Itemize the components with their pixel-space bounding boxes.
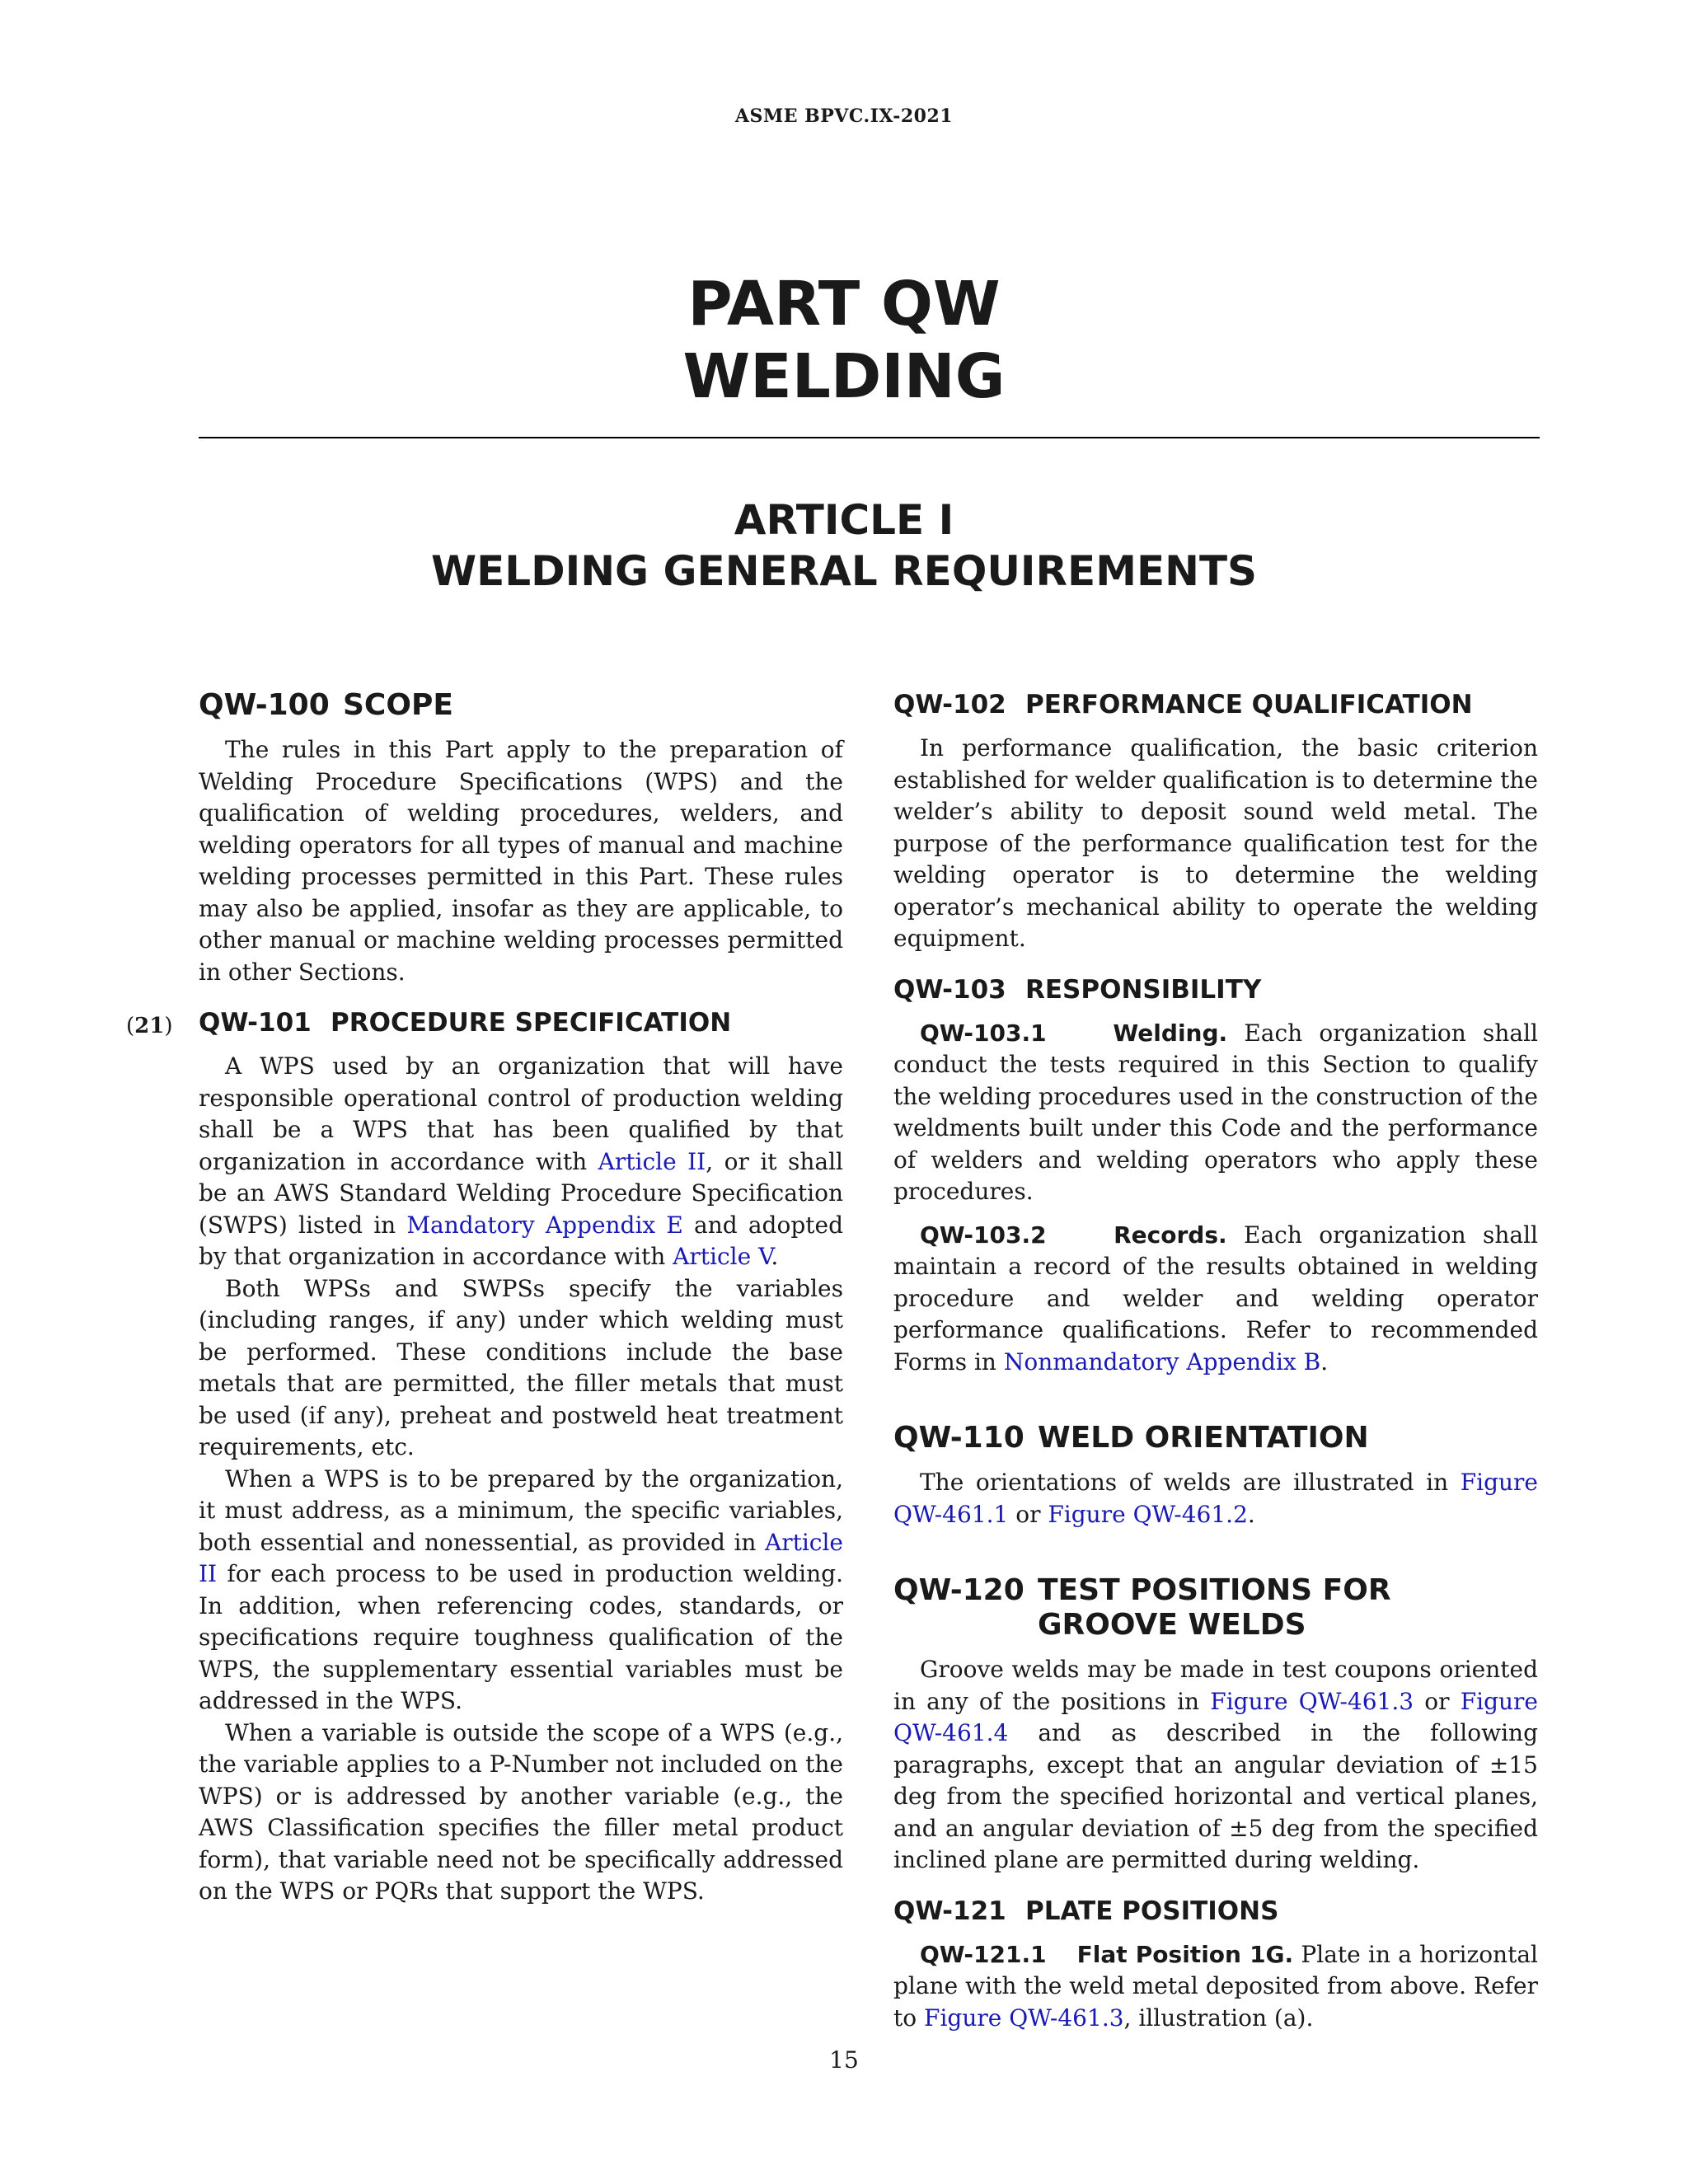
paragraph-performance: In performance qualification, the basic criterion established for welder qualification is to determine the welder’s ability to deposit sound weld metal. The purpose of the performance qualification test for the welding operator is to determine the welding operator’s mechanical ability to operate the welding equipment. <box>893 734 1538 952</box>
link-figure-qw-461-1[interactable]: Figure QW-461.1 <box>893 1469 1538 1528</box>
link-figure-qw-461-4[interactable]: Figure QW-461.4 <box>893 1687 1538 1746</box>
paragraph-qw103-1: QW-103.1 Welding. Each organization shall conduct the tests required in this Section to qualify the welding procedures used in the construction of the weldments built under this Code and the performance of welders and welding operators who apply these procedures. <box>893 1019 1538 1205</box>
section-title: WELD ORIENTATION <box>1038 1421 1369 1455</box>
part-title-line2: WELDING <box>682 341 1006 412</box>
subsection-title: Welding. <box>1113 1019 1228 1047</box>
section-title: RESPONSIBILITY <box>1025 974 1262 1005</box>
heading-qw101 <box>126 1006 843 1039</box>
link-article-v[interactable]: Article V <box>673 1243 771 1270</box>
article-title <box>0 494 1688 597</box>
link-mandatory-appendix-e[interactable]: Mandatory Appendix E <box>406 1211 683 1239</box>
link-article-ii[interactable]: Article II <box>199 1528 843 1587</box>
section-number: QW-102 <box>893 690 1006 719</box>
link-figure-qw-461-3[interactable]: Figure QW-461.3 <box>1210 1687 1414 1715</box>
part-title-line1: PART QW <box>687 269 1001 340</box>
section-title: PROCEDURE SPECIFICATION <box>331 1008 732 1038</box>
subsection-title: Records. <box>1114 1221 1227 1249</box>
paragraph-qw103-2: QW-103.2 Records. Each organization shall maintain a record of the results obtained in welding procedure and welder and welding operator performance qualifications. Refer to recommended Forms in Nonmandatory Appendix B. <box>893 1221 1538 1376</box>
section-number: QW-120 <box>893 1573 1025 1607</box>
running-head: ASME BPVC.IX-2021 <box>734 105 954 127</box>
link-figure-qw-461-3[interactable]: Figure QW-461.3 <box>924 2004 1124 2032</box>
link-article-ii[interactable]: Article II <box>598 1147 706 1175</box>
revision-marker: (21) <box>126 1014 173 1038</box>
page-number: 15 <box>829 2046 859 2074</box>
subsection-number: QW-103.1 <box>920 1019 1047 1047</box>
link-nonmandatory-appendix-b[interactable]: Nonmandatory Appendix B <box>1003 1347 1321 1376</box>
section-number: QW-101 <box>199 1008 312 1038</box>
subsection-title: Flat Position 1G. <box>1076 1940 1294 1968</box>
paragraph-test-positions: Groove welds may be made in test coupons oriented in any of the positions in Figure QW-461.3 or Figure QW-461.4 and as described in the following paragraphs, except that an angular deviation of ±15 deg from the specified horizontal and vertical planes, and an angular deviation of ±5 deg from the specified inclined plane are permitted during welding. <box>893 1656 1538 1873</box>
article-title-line2: WELDING GENERAL REQUIREMENTS <box>430 547 1258 595</box>
paragraph-procedure-4: When a variable is outside the scope of a WPS (e.g., the variable applies to a P-Number not included on the WPS) or is addressed by another variable (e.g., the AWS Classification specifies the filler metal product form), that variable need not be specifically addressed on the WPS or PQRs that support the WPS. <box>199 1718 843 1905</box>
section-title: PLATE POSITIONS <box>1025 1896 1279 1926</box>
paragraph-procedure-3: When a WPS is to be prepared by the organization, it must address, as a minimum, the specific variables, both essential and nonessential, as provided in Article II for each process to be used in production welding. In addition, when referencing codes, standards, or specifications require toughness qualification of the WPS, the supplementary essential variables must be addressed in the WPS. <box>199 1465 843 1714</box>
paragraph-scope: The rules in this Part apply to the preparation of Welding Procedure Specifications (WPS) and the qualification of welding procedures, welders, and welding operators for all types of manual and machine welding processes permitted in this Part. These rules may also be applied, insofar as they are applicable, to other manual or machine welding processes permitted in other Sections. <box>199 736 843 986</box>
heading-qw121 <box>893 1895 1538 1928</box>
section-title: PERFORMANCE QUALIFICATION <box>1025 690 1473 719</box>
paragraph-procedure-2: Both WPSs and SWPSs specify the variables (including ranges, if any) under which welding must be performed. These conditions include the base metals that are permitted, the filler metals that must be used (if any), preheat and postweld heat treatment requirements, etc. <box>199 1274 843 1460</box>
section-number: QW-103 <box>893 974 1006 1005</box>
heading-qw100 <box>199 688 843 723</box>
article-title-line1: ARTICLE I <box>734 496 954 544</box>
heading-qw103 <box>893 973 1538 1006</box>
paragraph-qw121-1: QW-121.1 Flat Position 1G. Plate in a horizontal plane with the weld metal deposited from above. Refer to Figure QW-461.3, illustration (a). <box>893 1940 1538 2032</box>
paragraph-procedure-1: A WPS used by an organization that will have responsible operational control of production welding shall be a WPS that has been qualified by that organization in accordance with Article II, or it shall be an AWS Standard Welding Procedure Specification (SWPS) listed in Mandatory Appendix E and adopted by that organization in accordance with Article V. <box>199 1052 843 1270</box>
heading-qw110 <box>893 1421 1538 1455</box>
horizontal-rule <box>199 437 1540 438</box>
section-title: TEST POSITIONS FOR GROOVE WELDS <box>1038 1573 1391 1642</box>
heading-qw120 <box>893 1573 1538 1643</box>
paragraph-orientation: The orientations of welds are illustrated in Figure QW-461.1 or Figure QW-461.2. <box>893 1469 1538 1528</box>
section-number: QW-110 <box>893 1421 1025 1455</box>
section-number: QW-100 <box>199 688 330 722</box>
section-number: QW-121 <box>893 1896 1006 1926</box>
subsection-number: QW-121.1 <box>920 1940 1047 1968</box>
link-figure-qw-461-2[interactable]: Figure QW-461.2 <box>1048 1500 1248 1528</box>
heading-qw102 <box>893 688 1538 721</box>
subsection-number: QW-103.2 <box>920 1221 1047 1249</box>
left-column <box>126 688 843 1908</box>
part-title <box>0 268 1688 413</box>
section-title: SCOPE <box>343 688 453 722</box>
right-column <box>893 688 1538 2034</box>
